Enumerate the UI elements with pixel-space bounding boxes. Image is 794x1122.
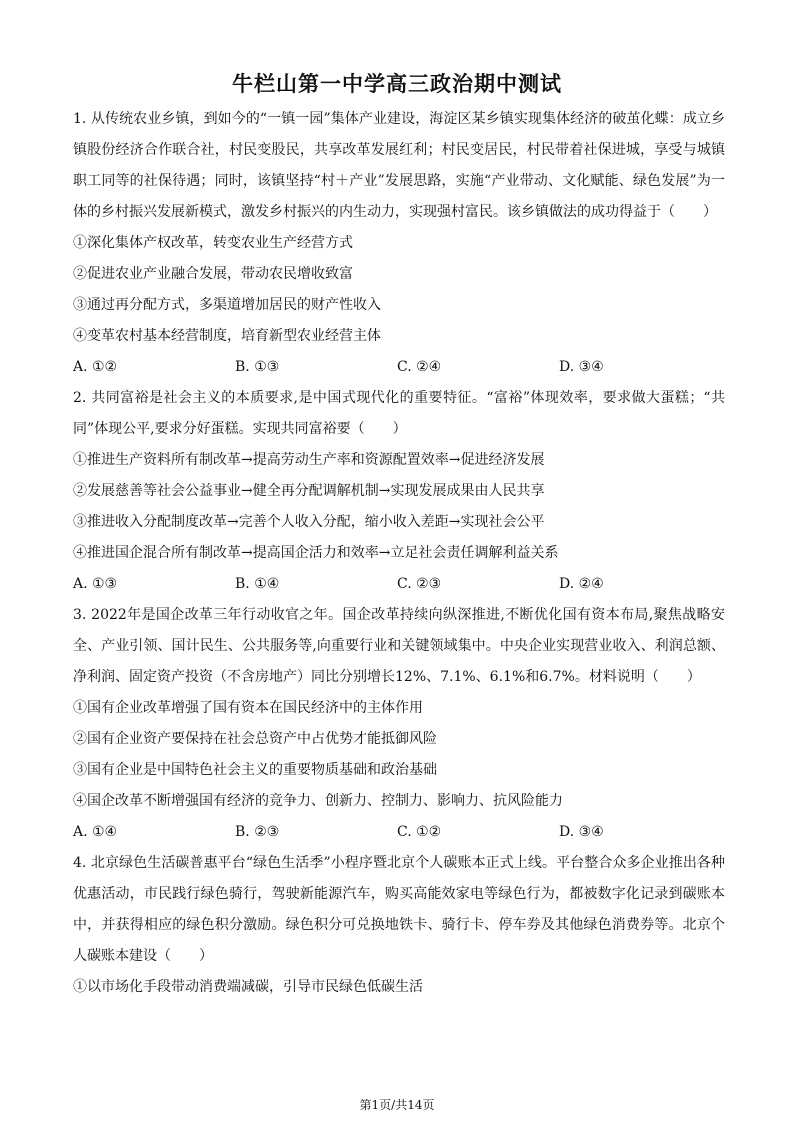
answer-choices [73, 817, 725, 848]
option-item: ②国有企业资产要保持在社会总资产中占优势才能抵御风险 [73, 731, 437, 747]
option-item: ①推进生产资料所有制改革→提高劳动生产率和资源配置效率→促进经济发展 [73, 452, 545, 468]
option-item: ②发展慈善等社会公益事业→健全再分配调解机制→实现发展成果由人民共享 [73, 483, 545, 499]
choice-a: A. ①② [73, 359, 118, 375]
choice-b: B. ①③ [235, 359, 280, 375]
answer-choices [73, 569, 725, 600]
choice-d: D. ③④ [559, 359, 604, 375]
option-item: ③通过再分配方式，多渠道增加居民的财产性收入 [73, 297, 381, 313]
choice-d: D. ②④ [559, 576, 604, 592]
option-item: ①以市场化手段带动消费端减碳，引导市民绿色低碳生活 [73, 979, 423, 995]
choice-a: A. ①③ [73, 576, 118, 592]
question-2 [73, 383, 725, 600]
choice-a: A. ①④ [73, 824, 118, 840]
choice-c: C. ②④ [397, 359, 442, 375]
choice-b: B. ②③ [235, 824, 280, 840]
choice-c: C. ①② [397, 824, 442, 840]
option-item: ②促进农业产业融合发展，带动农民增收致富 [73, 266, 353, 282]
option-item: ④变革农村基本经营制度，培育新型农业经营主体 [73, 328, 381, 344]
page-number: 第1页/共14页 [359, 1098, 435, 1112]
question-stem: 2. 共同富裕是社会主义的本质要求,是中国式现代化的重要特征。“富裕”体现效率，要求做大蛋糕；“共同”体现公平,要求分好蛋糕。实现共同富裕要（ ） [73, 390, 725, 437]
option-item: ④推进国企混合所有制改革→提高国企活力和效率→立足社会责任调解利益关系 [73, 545, 559, 561]
question-1 [73, 104, 725, 383]
question-stem: 1. 从传统农业乡镇，到如今的“一镇一园”集体产业建设，海淀区某乡镇实现集体经济的破茧化蝶：成立乡镇股份经济合作联合社，村民变股民，共享改革发展红利；村民变居民，村民带着社保进城，享受与城镇职工同等的社保待遇；同时，该镇坚持“村＋产业”发展思路，实施“产业带动、文化赋能、绿色发展”为一体的乡村振兴发展新模式，激发乡村振兴的内生动力，实现强村富民。该乡镇做法的成功得益于（ ） [73, 111, 725, 220]
choice-d: D. ③④ [559, 824, 604, 840]
option-item: ①深化集体产权改革，转变农业生产经营方式 [73, 235, 353, 251]
question-list [73, 104, 725, 1003]
question-4 [73, 848, 725, 1003]
question-stem: 3. 2022年是国企改革三年行动收官之年。国企改革持续向纵深推进,不断优化国有资本布局,聚焦战略安全、产业引领、国计民生、公共服务等,向重要行业和关键领域集中。中央企业实现营业收入、利润总额、净利润、固定资产投资（不含房地产）同比分别增长12%、7.1%、6.1%和6.7%。材料说明（ ） [73, 607, 725, 685]
choice-b: B. ①④ [235, 576, 280, 592]
option-item: ①国有企业改革增强了国有资本在国民经济中的主体作用 [73, 700, 423, 716]
question-3 [73, 600, 725, 848]
option-item: ④国企改革不断增强国有经济的竞争力、创新力、控制力、影响力、抗风险能力 [73, 793, 563, 809]
question-stem: 4. 北京绿色生活碳普惠平台“绿色生活季”小程序暨北京个人碳账本正式上线。平台整合众多企业推出各种优惠活动，市民践行绿色骑行，驾驶新能源汽车，购买高能效家电等绿色行为，都被数字化记录到碳账本中，并获得相应的绿色积分激励。绿色积分可兑换地铁卡、骑行卡、停车券及其他绿色消费券等。北京个人碳账本建设（ ） [73, 855, 725, 964]
answer-choices [73, 352, 725, 383]
option-item: ③国有企业是中国特色社会主义的重要物质基础和政治基础 [73, 762, 437, 778]
option-item: ③推进收入分配制度改革→完善个人收入分配，缩小收入差距→实现社会公平 [73, 514, 545, 530]
page-title: 牛栏山第一中学高三政治期中测试 [232, 71, 562, 96]
choice-c: C. ②③ [397, 576, 442, 592]
